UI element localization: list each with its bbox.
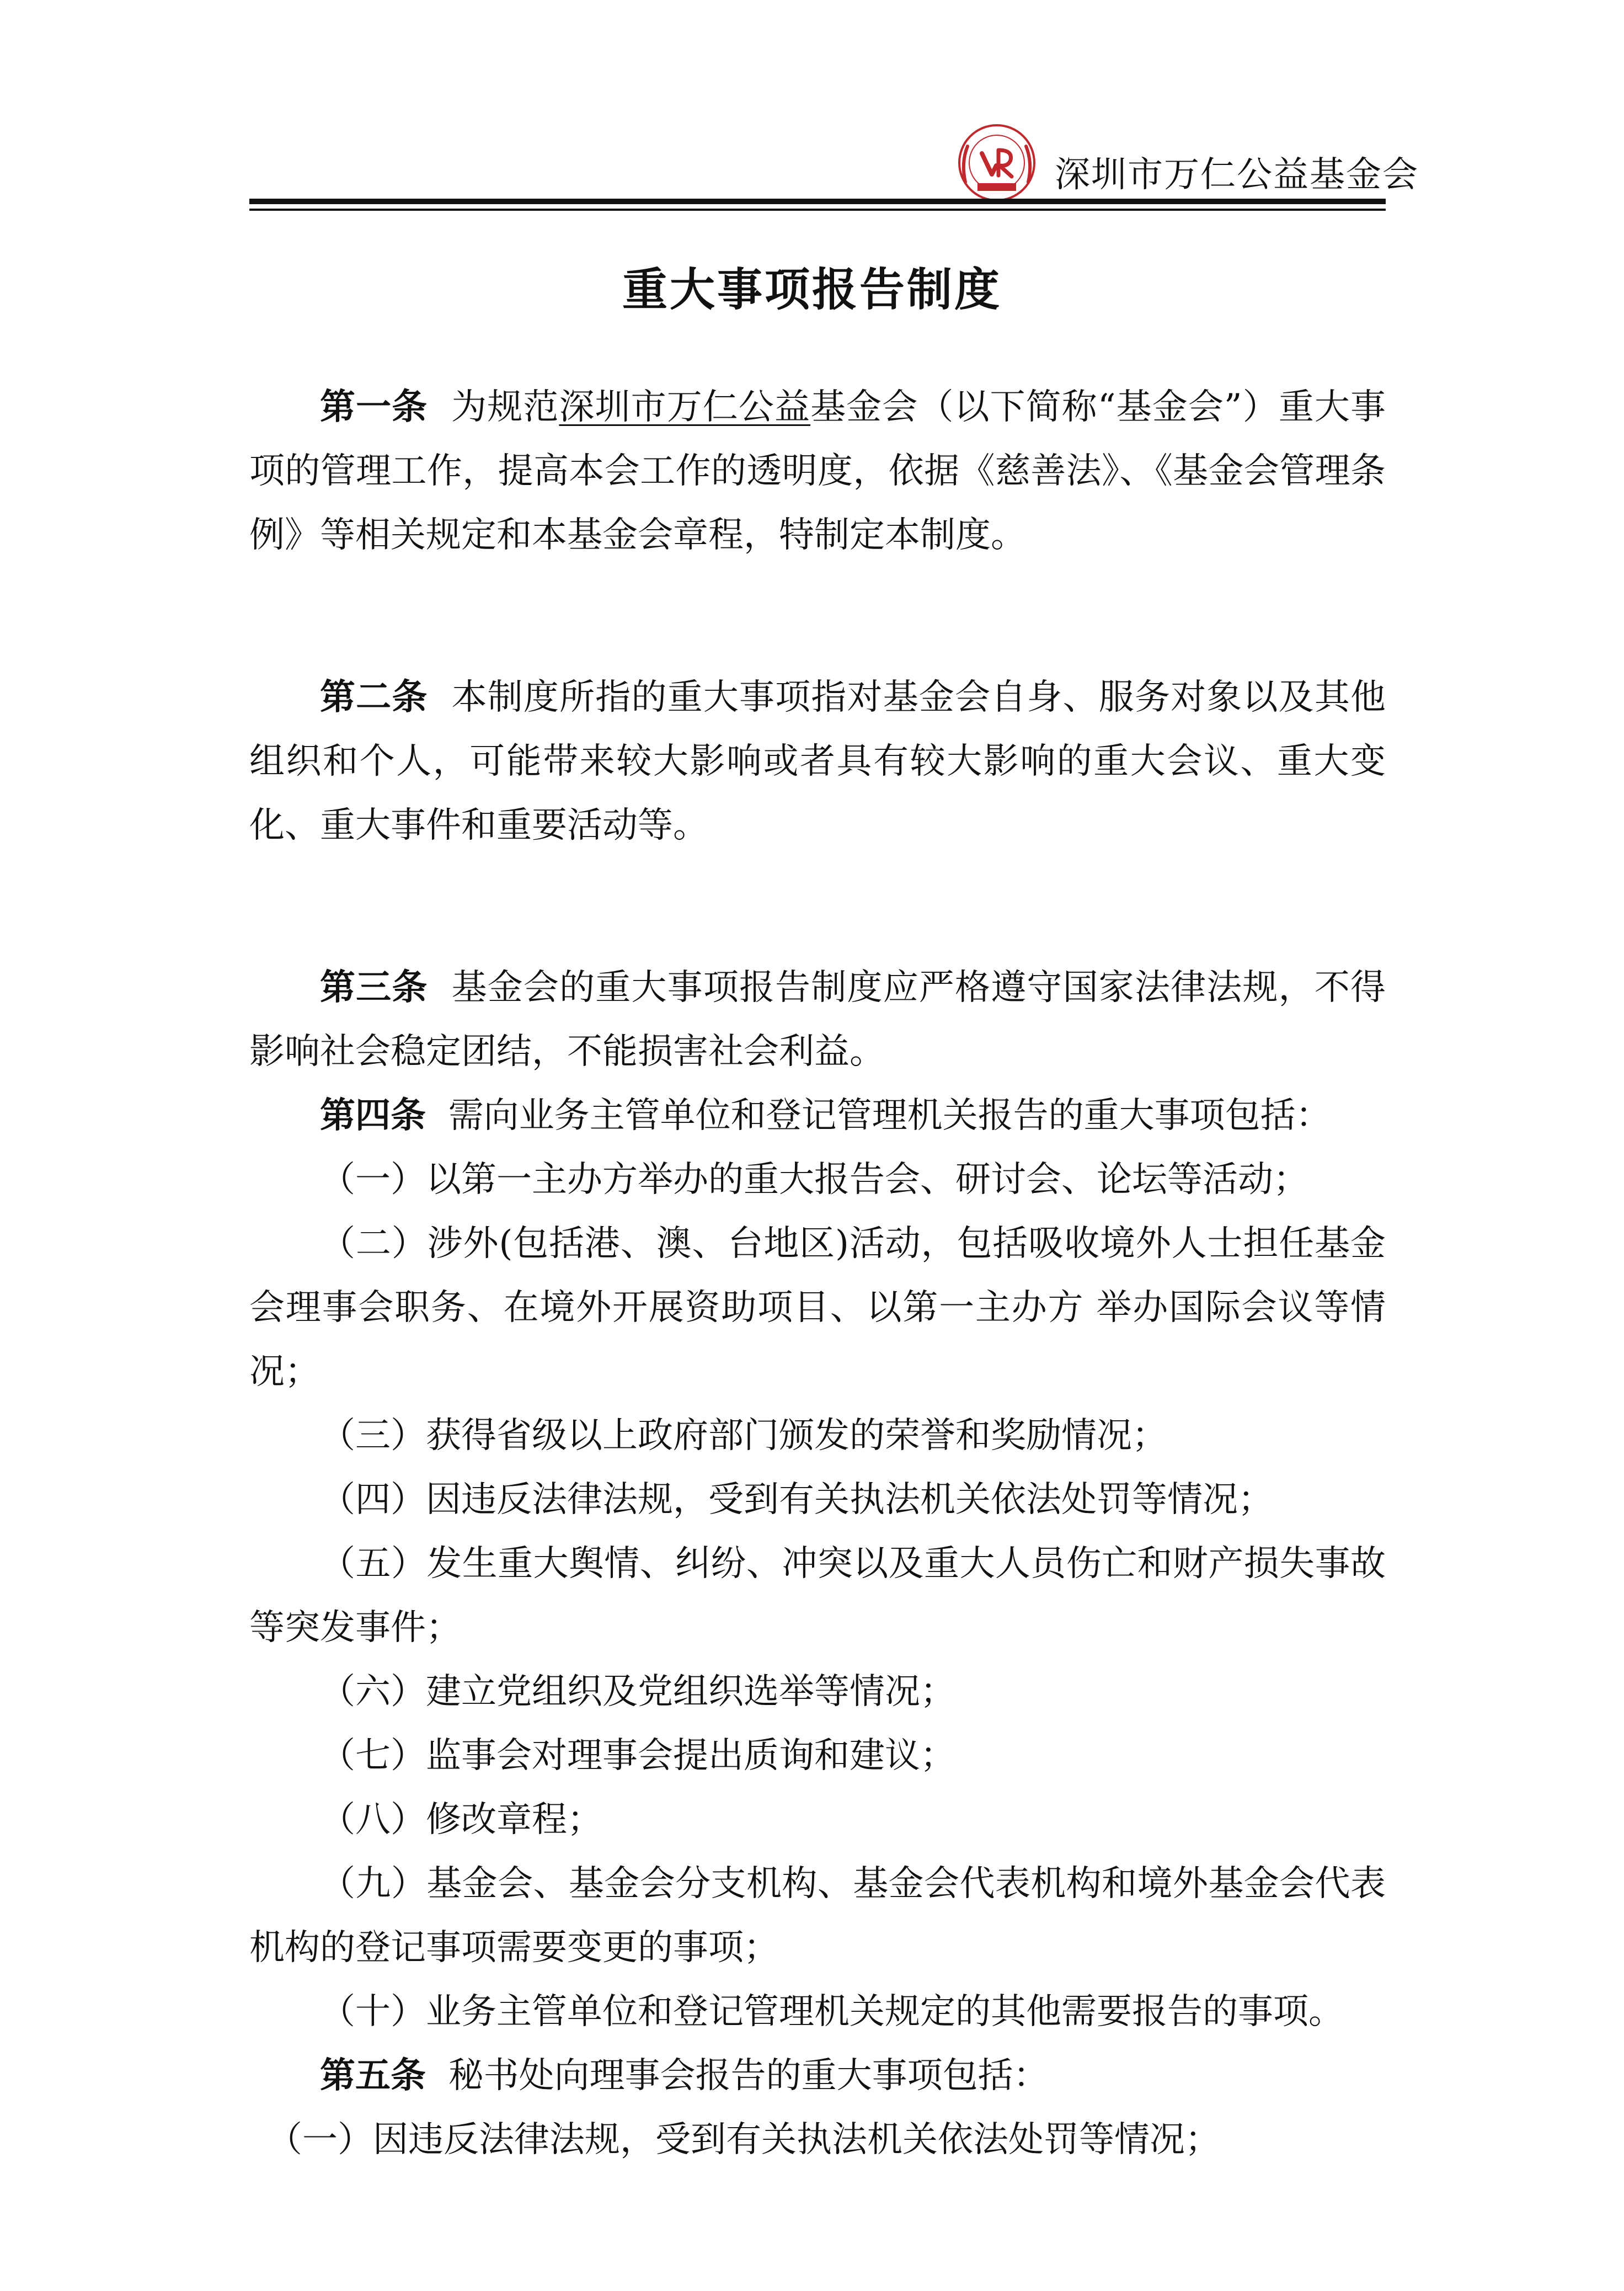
header-divider-thin — [249, 209, 1386, 211]
article-4-item: （二）涉外(包括港、澳、台地区)活动，包括吸收境外人士担任基金会理事会职务、在境外开展资助项目、以第一主办方 举办国际会议等情况； — [249, 1223, 1386, 1392]
article-4-item: （十）业务主管单位和登记管理机关规定的其他需要报告的事项。 — [320, 1991, 1344, 2032]
article-5-item: （一）因违反法律法规，受到有关执法机关依法处罚等情况； — [267, 2119, 1220, 2160]
header-divider-thick — [249, 199, 1386, 204]
article-4-item: （六）建立党组织及党组织选举等情况； — [320, 1671, 955, 1712]
organization-name: 深圳市万仁公益基金会 — [1055, 154, 1419, 195]
article-1 — [249, 375, 1386, 567]
article-1-text-post: 基金会（以下简称“基金会”）重大事项的管理工作，提高本会工作的透明度，依据《慈善法》、《基金会管理条例》等相关规定和本基金会章程，特制定本制度。 — [249, 387, 1386, 556]
article-1-underlined-name: 深圳市万仁公益 — [559, 387, 811, 428]
article-4-label: 第四条 — [320, 1095, 426, 1136]
article-4-item: （一）以第一主办方举办的重大报告会、研讨会、论坛等活动； — [320, 1159, 1308, 1200]
article-3-text: 基金会的重大事项报告制度应严格遵守国家法律法规，不得影响社会稳定团结，不能损害社会利益。 — [249, 967, 1386, 1072]
article-5-text: 秘书处向理事会报告的重大事项包括： — [448, 2055, 1049, 2096]
article-2 — [249, 665, 1386, 857]
page-header — [249, 116, 1419, 199]
article-4-item: （八）修改章程； — [320, 1799, 602, 1840]
article-4 — [249, 1084, 1386, 1148]
article-3-label: 第三条 — [320, 967, 428, 1008]
article-3 — [249, 956, 1386, 1084]
article-4-item: （三）获得省级以上政府部门颁发的荣誉和奖励情况； — [320, 1415, 1167, 1456]
document-title: 重大事项报告制度 — [622, 264, 1002, 316]
article-4-item: （七）监事会对理事会提出质询和建议； — [320, 1735, 955, 1776]
article-4-text: 需向业务主管单位和登记管理机关报告的重大事项包括： — [448, 1095, 1331, 1136]
article-2-label: 第二条 — [320, 677, 428, 718]
article-4-item: （九）基金会、基金会分支机构、基金会代表机构和境外基金会代表机构的登记事项需要变更的事项； — [249, 1863, 1386, 1968]
article-5-label: 第五条 — [320, 2055, 426, 2096]
article-4-item: （五）发生重大舆情、纠纷、冲突以及重大人员伤亡和财产损失事故等突发事件； — [249, 1543, 1386, 1648]
document-body — [249, 375, 1386, 2172]
article-4-item: （四）因违反法律法规，受到有关执法机关依法处罚等情况； — [320, 1479, 1273, 1520]
article-2-text: 本制度所指的重大事项指对基金会自身、服务对象以及其他组织和个人，可能带来较大影响或者具有较大影响的重大会议、重大变化、重大事件和重要活动等。 — [249, 677, 1386, 846]
article-5 — [249, 2044, 1386, 2108]
article-1-label: 第一条 — [320, 387, 428, 428]
article-1-text-pre: 为规范 — [451, 387, 559, 428]
wanren-foundation-logo-icon — [955, 121, 1038, 204]
